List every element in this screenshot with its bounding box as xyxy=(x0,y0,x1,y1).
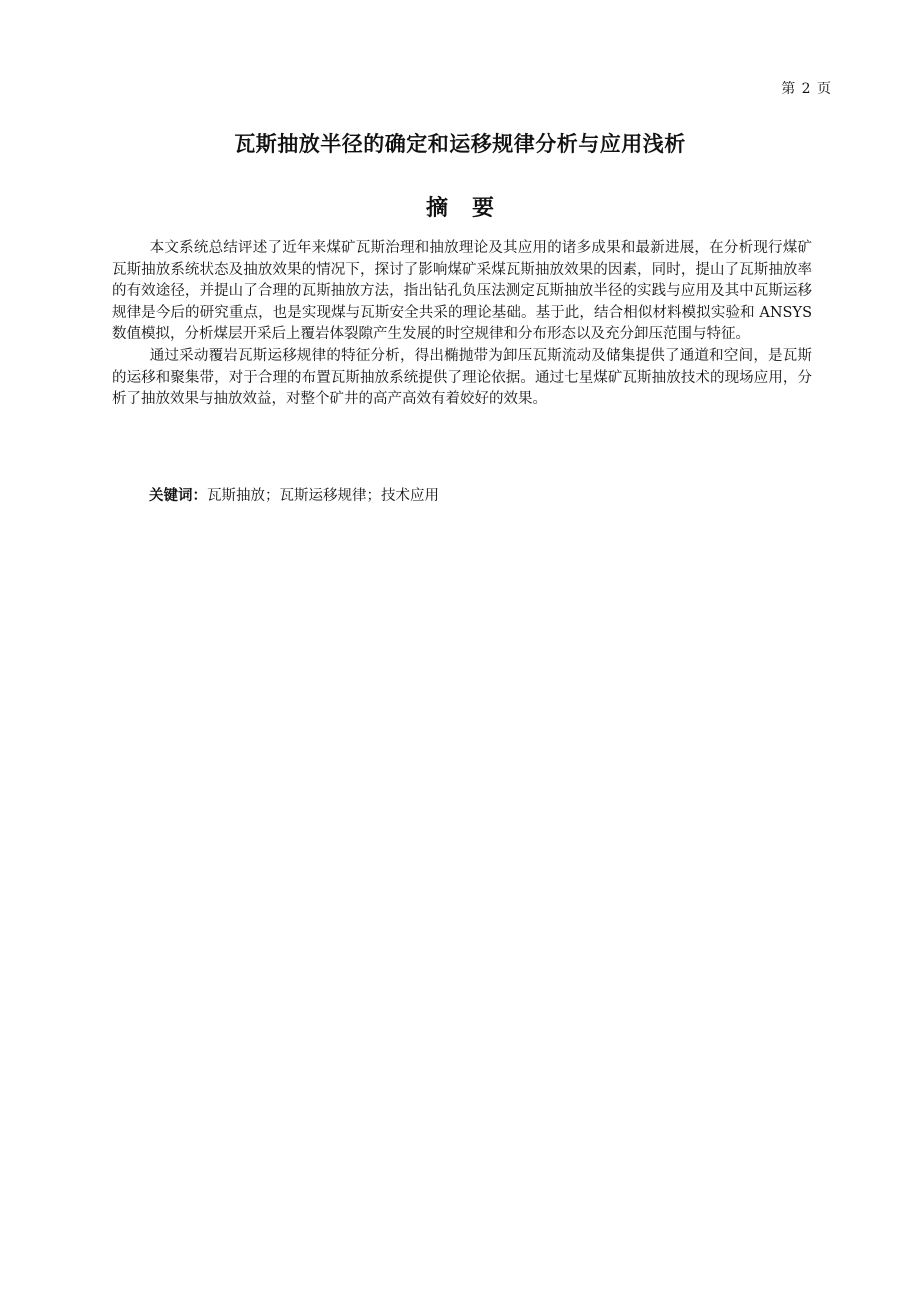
abstract-paragraph: 通过采动覆岩瓦斯运移规律的特征分析，得出椭抛带为卸压瓦斯流动及储集提供了通道和空间，是瓦斯的运移和聚集带，对于合理的布置瓦斯抽放系统提供了理论依据。通过七星煤矿瓦斯抽放技术的现场应用，分析了抽放效果与抽放效益，对整个矿井的高产高效有着姣好的效果。 xyxy=(112,347,812,408)
page-number: 第 2 页 xyxy=(781,81,832,97)
document-title: 瓦斯抽放半径的确定和运移规律分析与应用浅析 xyxy=(234,132,686,156)
keywords-line xyxy=(149,486,439,507)
keywords-label: 关键词： xyxy=(149,488,207,504)
keywords-value: 瓦斯抽放；瓦斯运移规律；技术应用 xyxy=(207,488,439,504)
abstract-paragraph: 本文系统总结评述了近年来煤矿瓦斯治理和抽放理论及其应用的诸多成果和最新进展，在分析现行煤矿瓦斯抽放系统状态及抽放效果的情况下，探讨了影响煤矿采煤瓦斯抽放效果的因素，同时，提山了瓦斯抽放率的有效途径，并提山了合理的瓦斯抽放方法，指出钻孔负压法测定瓦斯抽放半径的实践与应用及其中瓦斯运移规律是今后的研究重点，也是实现煤与瓦斯安全共采的理论基础。基于此，结合相似材料模拟实验和 ANSYS 数值模拟，分析煤层开采后上覆岩体裂隙产生发展的时空规律和分布形态以及充分卸压范围与特征。 xyxy=(112,240,812,343)
abstract-body xyxy=(112,238,812,411)
abstract-heading: 摘要 xyxy=(425,196,518,221)
